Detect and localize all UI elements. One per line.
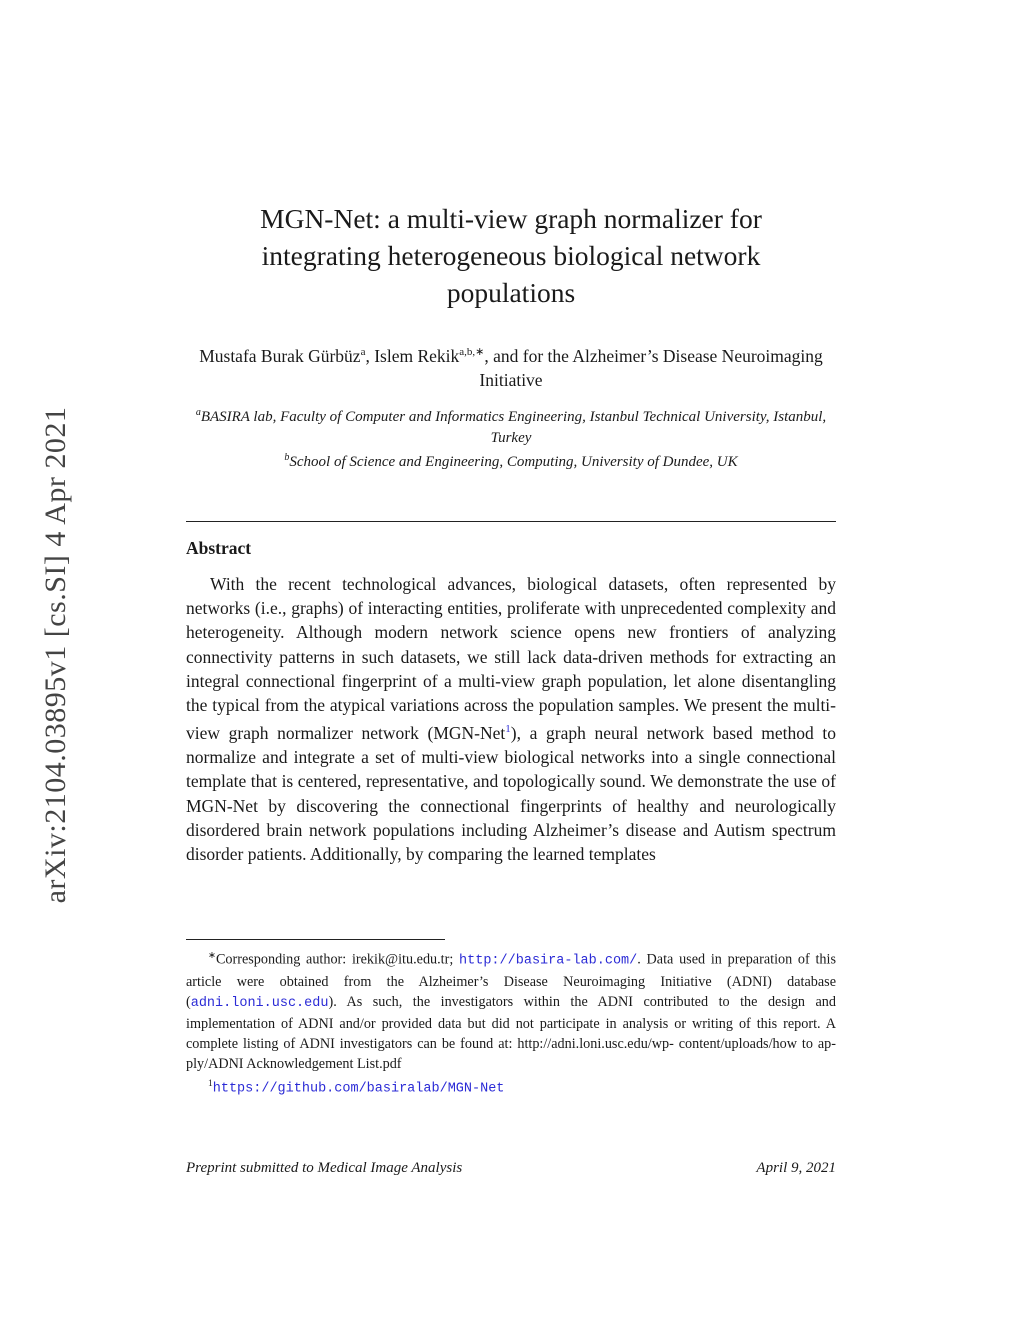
footnote-text: ). As such, the investigators within the ADNI contributed to the design and implementation of ADNI and/or provided data but did not participate in analysis or writing of this report. A complete listing of ADNI investigators can be found at: http://adni.loni.usc.edu/wp- content/uploads/how to apply/ADNI Acknowledgement List.pdf — [186, 993, 836, 1072]
footer-date: April 9, 2021 — [756, 1160, 836, 1176]
footnote-text: Corresponding author: irekik@itu.edu.tr; — [215, 951, 460, 968]
arxiv-identifier[interactable]: arXiv:2104.03895v1 [cs.SI] 4 Apr 2021 — [39, 406, 72, 904]
footnote-text: . Data used in preparation of this article were obtained from the Alzheimer’s Disease Neuroimaging Initiative (ADNI) database ( — [186, 951, 836, 1010]
footnote-mark: 1 — [208, 1078, 213, 1089]
title-line: MGN-Net: a multi-view graph normalizer for — [260, 203, 762, 234]
adni-link[interactable]: adni.loni.usc.edu — [190, 995, 329, 1011]
title-line: populations — [446, 277, 576, 308]
page-footer — [186, 1160, 836, 1177]
author-name: Islem Rekik — [374, 345, 460, 366]
author-list — [186, 340, 836, 392]
section-divider — [186, 521, 836, 522]
github-link[interactable]: https://github.com/basiralab/MGN-Net — [212, 1081, 505, 1097]
affiliation-a — [186, 403, 836, 448]
affiliations — [186, 403, 836, 473]
affiliation-text: BASIRA lab, Faculty of Computer and Informatics Engineering, Istanbul Technical University, Istanbul, Turkey — [200, 409, 827, 446]
abstract-text: ), a graph neural network based method to normalize and integrate a set of multi-view biological networks into a single connectional template that is centered, representative, and topologically sound. We demonstrate the use of MGN-Net by discovering the connectional fingerprints of healthy and neurologically disordered brain network populations including Alzheimer’s disease and Autism spectrum disorder patients. Additionally, by comparing the learned templates — [186, 723, 836, 865]
abstract-text: With the recent technological advances, biological datasets, often represented by networks (i.e., graphs) of interacting entities, proliferate with unprecedented complexity and heterogeneity. Although modern network science opens new frontiers of analyzing connectivity patterns in such datasets, we still lack data-driven methods for extracting an integral connectional fingerprint of a multi-view graph population, let alone disentangling the typical from the atypical variations across the population samples. We present the multi-view graph normalizer network (MGN-Net — [186, 574, 836, 744]
footnote-mark: ∗ — [208, 951, 216, 961]
footnote-ref-link[interactable]: 1 — [505, 723, 511, 736]
affiliation-text: School of Science and Engineering, Computing, University of Dundee, UK — [289, 454, 738, 470]
abstract-heading: Abstract — [186, 538, 252, 558]
affiliation-mark: b — [284, 452, 290, 463]
footnote-code-link — [186, 1074, 836, 1100]
abstract-body — [186, 572, 836, 866]
basira-lab-link[interactable]: http://basira-lab.com/ — [459, 953, 638, 969]
footnote-corresponding-author — [186, 946, 836, 1074]
affiliation-b — [186, 448, 836, 473]
affiliation-mark: a — [195, 407, 201, 418]
author-separator: , — [365, 345, 375, 366]
footnote-divider — [186, 939, 445, 940]
paper-title — [186, 200, 836, 311]
author-affiliation-mark: a,b,∗ — [459, 346, 485, 358]
author-affiliation-mark: a — [360, 346, 366, 358]
author-group: , and for the Alzheimer’s Disease Neuroimaging Initiative — [479, 345, 823, 390]
footnotes — [186, 946, 836, 1099]
preprint-notice: Preprint submitted to Medical Image Analysis — [186, 1160, 463, 1176]
title-line: integrating heterogeneous biological network — [261, 240, 761, 271]
author-name: Mustafa Burak Gürbüz — [199, 345, 361, 366]
